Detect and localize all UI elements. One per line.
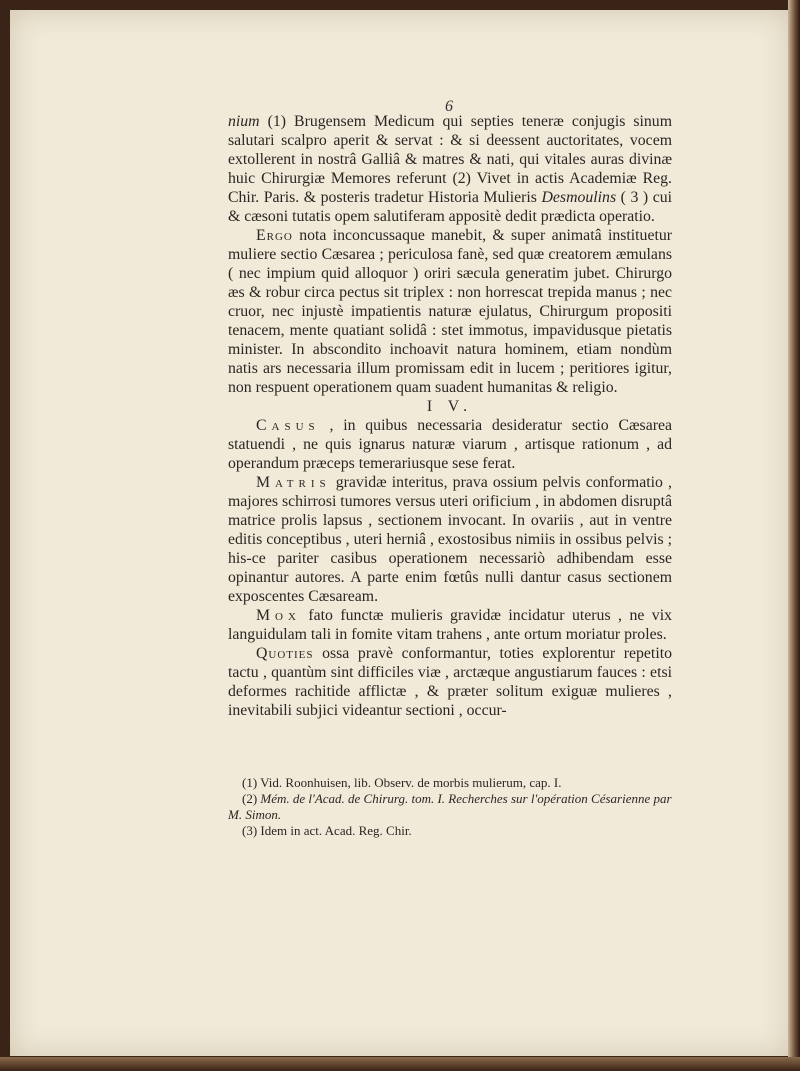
footnote-1 bbox=[228, 775, 672, 791]
paragraph-1-name: Desmoulins bbox=[541, 189, 617, 206]
paragraph-1-text: (1) Brugensem Medicum qui septies teneræ conjugis sinum salutari scalpro aperit & servat : & si deessent auctoritates, vocem extollerent in nostrâ Galliâ & matres & nati, qui vitales auras divinæ huic Chirurgiæ Memores referunt (2) Vivet in actis Academiæ Reg. Chir. Paris. & posteris tradetur Historia Mulieris bbox=[228, 113, 672, 206]
paragraph-5 bbox=[228, 606, 672, 644]
paragraph-2 bbox=[228, 226, 672, 397]
paragraph-3-lead: Casus bbox=[256, 417, 320, 434]
footnote-3-text: (3) Idem in act. Acad. Reg. Chir. bbox=[242, 823, 412, 838]
paragraph-4 bbox=[228, 473, 672, 606]
footnote-1-text: (1) Vid. Roonhuisen, lib. Observ. de morbis mulierum, cap. I. bbox=[242, 775, 562, 790]
footnotes bbox=[228, 775, 672, 839]
footnote-2 bbox=[228, 791, 672, 823]
paragraph-3 bbox=[228, 416, 672, 473]
paragraph-2-lead: Ergo bbox=[256, 227, 293, 244]
paragraph-5-text: fato functæ mulieris gravidæ incidatur uterus , ne vix languidulam tali in fomite vitam trahens , ante ortum moriatur proles. bbox=[228, 607, 672, 643]
page-number: 6 bbox=[445, 98, 453, 115]
paragraph-5-lead: Mox bbox=[256, 607, 301, 624]
footnote-2-number: (2) bbox=[242, 791, 261, 806]
footnote-2-text: Mém. de l'Acad. de Chirurg. tom. I. Recherches sur l'opération Césarienne par M. Simon. bbox=[228, 791, 672, 822]
paragraph-6 bbox=[228, 644, 672, 720]
body-text bbox=[228, 112, 672, 720]
paragraph-3-text: , in quibus necessaria desideratur sectio Cæsarea statuendi , ne quis ignarus naturæ viarum , artisque rationum , ad operandum præceps temerariusque sese ferat. bbox=[228, 417, 672, 472]
page-edge-bottom bbox=[0, 1057, 800, 1071]
paragraph-6-lead: Quoties bbox=[256, 645, 314, 662]
paragraph-4-text: gravidæ interitus, prava ossium pelvis conformatio , majores schirrosi tumores versus uteri orificium , in abdomen disruptâ matrice prolis lapsus , sectionem invocant. In ovariis , aut in ventre editis conceptibus , uteri herniâ , exostosibus nimiis in ossibus pelvis ; his-ce pariter casibus operationem necessariò adhibendam esse opinantur autores. A parte enim fœtûs nulli dantur casus sectionem exposcentes Cæsaream. bbox=[228, 474, 672, 605]
section-heading: I V. bbox=[426, 398, 474, 415]
page-edge-right bbox=[788, 0, 800, 1071]
paragraph-2-text: nota inconcussaque manebit, & super animatâ instituetur muliere sectio Cæsarea ; periculosa fanè, sed quæ creatorem æmulans ( nec impium quid alloquor ) oriri sæcula generatim jubet. Chirurgo æs & robur circa pectus sit triplex : non horrescat trepida manus ; nec cruor, nec injustè impatientis naturæ ejulatus, Chirurgum propositi tenacem, mente quatiant solidâ : stet immotus, impavidusque pietatis minister. In abscondito inchoavit natura hominem, etiam nondùm natis ars necessaria illum promissam edit in lucem ; peritiores igitur, non respuent operationem quam suadent humanitas & religio. bbox=[228, 227, 672, 396]
paragraph-1-lead: nium bbox=[228, 113, 260, 130]
paragraph-6-text: ossa pravè conformantur, toties explorentur repetito tactu , quantùm sint difficiles viæ , arctæque angustiarum fauces : etsi deformes rachitide afflictæ , & præter solitum exiguæ mulieres , inevitabili subjici videantur sectioni , occur- bbox=[228, 645, 672, 719]
paragraph-1-tail: ( 3 ) cui & cæsoni tutatis opem salutiferam appositè dedit prædicta operatio. bbox=[228, 189, 673, 225]
footnote-3 bbox=[228, 823, 672, 839]
paragraph-1 bbox=[228, 112, 672, 226]
paragraph-4-lead: Matris bbox=[256, 474, 331, 491]
